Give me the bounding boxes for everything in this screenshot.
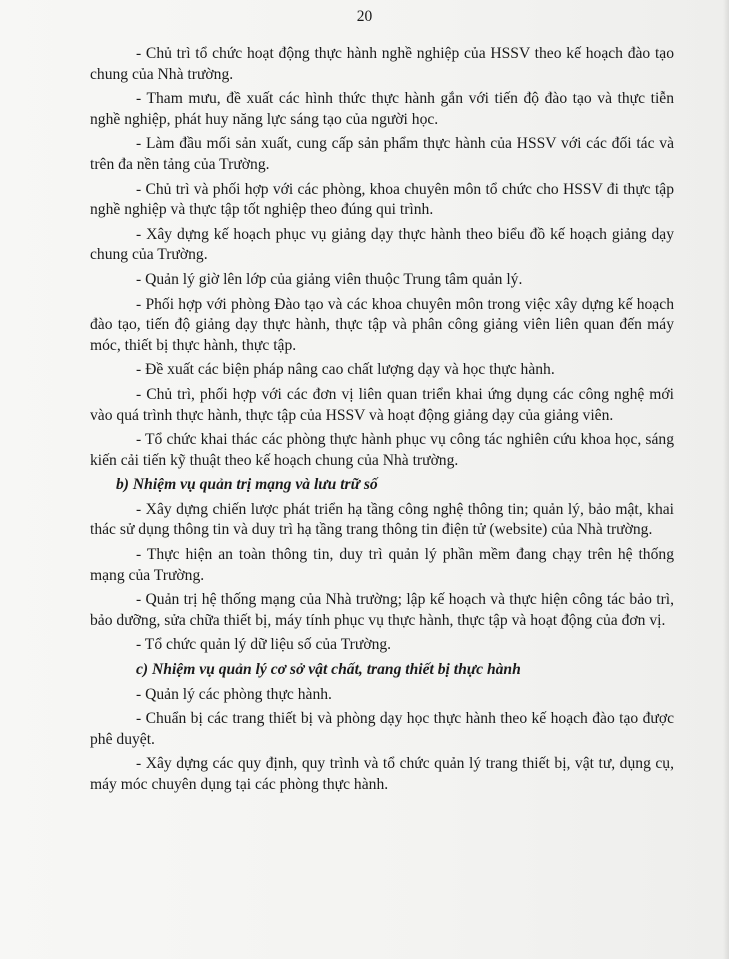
- paragraph: - Xây dựng kế hoạch phục vụ giảng dạy thực hành theo biểu đồ kế hoạch giảng dạy chung của Trường.: [90, 225, 674, 264]
- paragraph: - Xây dựng các quy định, quy trình và tổ chức quản lý trang thiết bị, vật tư, dụng cụ, máy móc chuyên dụng tại các phòng thực hành.: [90, 755, 674, 793]
- paragraph: - Chủ trì, phối hợp với các đơn vị liên quan triển khai ứng dụng các công nghệ mới vào quá trình thực hành, thực tập của HSSV và hoạt động giảng dạy của giảng viên.: [90, 385, 674, 424]
- paragraph: - Tham mưu, đề xuất các hình thức thực hành gắn với tiến độ đào tạo và thực tiễn nghề nghiệp, phát huy năng lực sáng tạo của người học.: [90, 90, 674, 128]
- paragraph: - Chủ trì và phối hợp với các phòng, khoa chuyên môn tổ chức cho HSSV đi thực tập nghề nghiệp và thực tập tốt nghiệp theo đúng qui trình.: [90, 180, 674, 219]
- page-edge-shadow: [723, 0, 729, 959]
- paragraph: - Đề xuất các biện pháp nâng cao chất lượng dạy và học thực hành.: [136, 361, 555, 379]
- paragraph: - Chủ trì tổ chức hoạt động thực hành nghề nghiệp của HSSV theo kế hoạch đào tạo chung của Nhà trường.: [90, 45, 674, 83]
- document-body: [90, 44, 674, 800]
- paragraph: - Thực hiện an toàn thông tin, duy trì quản lý phần mềm đang chạy trên hệ thống mạng của Trường.: [90, 546, 674, 584]
- paragraph: - Phối hợp với phòng Đào tạo và các khoa chuyên môn trong việc xây dựng kế hoạch đào tạo, tiến độ giảng dạy thực hành, thực tập và phân công giảng viên liên quan đến máy móc, thiết bị thực hành, thực tập.: [90, 295, 674, 354]
- paragraph: - Quản lý giờ lên lớp của giảng viên thuộc Trung tâm quản lý.: [136, 270, 523, 288]
- page-number: 20: [356, 8, 373, 25]
- paragraph: - Làm đầu mối sản xuất, cung cấp sản phẩm thực hành của HSSV với các đối tác và trên đa nền tảng của Trường.: [90, 135, 674, 173]
- paragraph: - Xây dựng chiến lược phát triển hạ tầng công nghệ thông tin; quản lý, bảo mật, khai thác sử dụng thông tin và duy trì hạ tầng trang thông tin điện tử (website) của Nhà trường.: [90, 500, 674, 539]
- paragraph: - Quản trị hệ thống mạng của Nhà trường; lập kế hoạch và thực hiện công tác bảo trì, bảo dưỡng, sửa chữa thiết bị, máy tính phục vụ thực hành, thực tập và hoạt động của đơn vị.: [90, 591, 674, 629]
- section-heading-b: b) Nhiệm vụ quản trị mạng và lưu trữ số: [116, 476, 378, 494]
- section-heading-c: c) Nhiệm vụ quản lý cơ sở vật chất, trang thiết bị thực hành: [136, 661, 521, 679]
- paragraph: - Tổ chức quản lý dữ liệu số của Trường.: [136, 636, 392, 654]
- paragraph: - Tổ chức khai thác các phòng thực hành phục vụ công tác nghiên cứu khoa học, sáng kiến cải tiến kỹ thuật theo kế hoạch chung của Nhà trường.: [90, 431, 674, 469]
- paragraph: - Chuẩn bị các trang thiết bị và phòng dạy học thực hành theo kế hoạch đào tạo được phê duyệt.: [90, 710, 674, 748]
- paragraph: - Quản lý các phòng thực hành.: [136, 685, 332, 703]
